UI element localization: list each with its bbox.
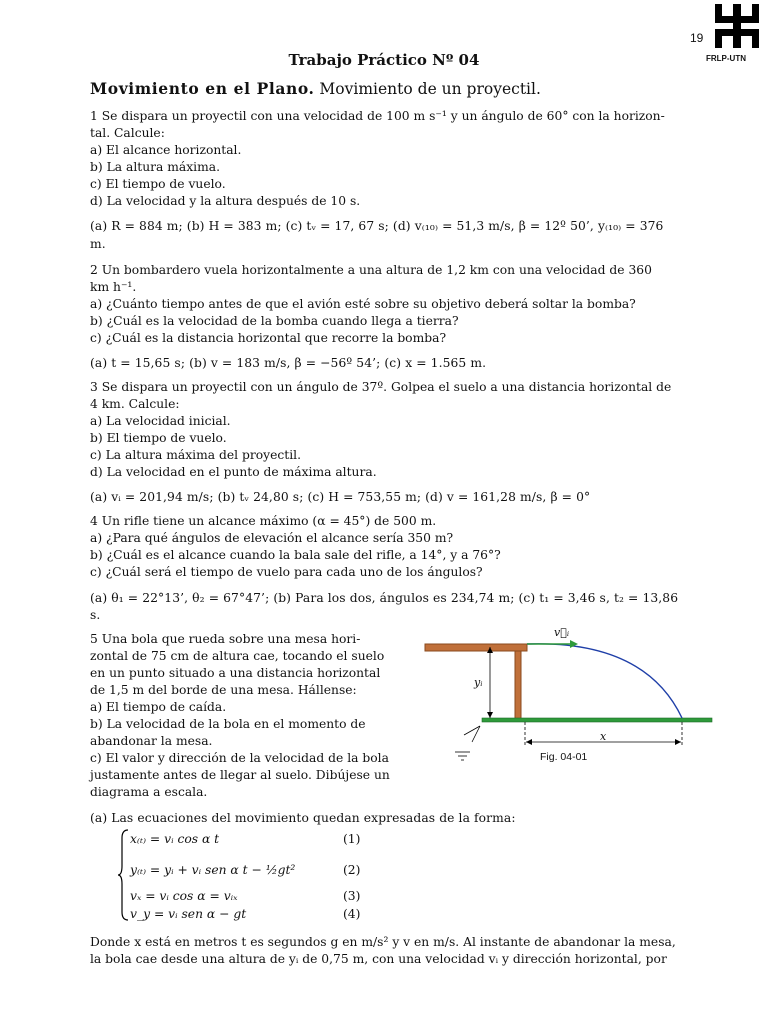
p2-item-c: c) ¿Cuál es la distancia horizontal que recorre la bomba?	[90, 331, 447, 345]
p5-line4: de 1,5 m del borde de una mesa. Hállense:	[90, 683, 357, 697]
p2-item-b: b) ¿Cuál es la velocidad de la bomba cuando llega a tierra?	[90, 314, 459, 328]
p4-item-a: a) ¿Para qué ángulos de elevación el alcance sería 350 m?	[90, 531, 454, 545]
p5-item-a: a) El tiempo de caída.	[90, 700, 227, 714]
p1-line2: tal. Calcule:	[90, 126, 165, 140]
utn-logo	[712, 2, 762, 55]
p4-answer-2: s.	[90, 608, 101, 622]
page-title: Trabajo Práctico Nº 04	[288, 51, 480, 69]
equation-2	[130, 862, 361, 879]
figure-caption: Fig. 04-01	[540, 751, 588, 763]
equation-2-lhs: y₍ₜ₎ = yᵢ + vᵢ sen α t − ½gt²	[130, 863, 296, 877]
p4-item-b: b) ¿Cuál es el alcance cuando la bala sale del rifle, a 14°, y a 76°?	[90, 548, 501, 562]
p1-item-d: d) La velocidad y la altura después de 10 s.	[90, 194, 361, 208]
figure-projectile	[420, 622, 720, 772]
subtitle-rest: Movimiento de un proyectil.	[314, 80, 541, 98]
label-vi: v⃗ᵢ	[554, 626, 570, 639]
p2-item-a: a) ¿Cuánto tiempo antes de que el avión esté sobre su objetivo deberá soltar la bomba?	[90, 297, 636, 311]
pivot-symbol	[455, 726, 480, 760]
p5-line3: en un punto situado a una distancia horizontal	[90, 666, 381, 680]
ground	[482, 718, 712, 722]
equation-1-lhs: x₍ₜ₎ = vᵢ cos α t	[130, 832, 220, 846]
label-x: x	[600, 730, 607, 743]
p1-line1: 1 Se dispara un proyectil con una velocidad de 100 m s⁻¹ y un ángulo de 60° con la horizon-	[90, 109, 665, 123]
equation-4-lhs: v_y = vᵢ sen α − gt	[130, 907, 247, 921]
equation-3-lhs: vₓ = vᵢ cos α = vᵢₓ	[130, 889, 238, 903]
closing-line2: la bola cae desde una altura de yᵢ de 0,75 m, con una velocidad vᵢ y dirección horizontal, por	[90, 952, 667, 966]
p3-line1: 3 Se dispara un proyectil con un ángulo de 37º. Golpea el suelo a una distancia horizontal de	[90, 380, 672, 394]
p5-answer-intro: (a) Las ecuaciones del movimiento quedan expresadas de la forma:	[90, 811, 516, 825]
p4-answer-1: (a) θ₁ = 22°13’, θ₂ = 67°47’; (b) Para los dos, ángulos es 234,74 m; (c) t₁ = 3,46 s, t₂ = 13,86	[90, 591, 679, 605]
page-subtitle	[90, 80, 541, 98]
equation-3-num: (3)	[343, 889, 361, 903]
p5-item-c-2: justamente antes de llegar al suelo. Dibújese un	[90, 768, 390, 782]
p3-answer: (a) vᵢ = 201,94 m/s; (b) tᵥ 24,80 s; (c) H = 753,55 m; (d) v = 161,28 m/s, β = 0°	[90, 490, 591, 504]
subtitle-bold: Movimiento en el Plano.	[90, 79, 315, 98]
p1-answer-2: m.	[90, 237, 106, 251]
equation-4-num: (4)	[343, 907, 361, 921]
table-top	[425, 644, 527, 651]
p3-item-c: c) La altura máxima del proyectil.	[90, 448, 301, 462]
p1-item-b: b) La altura máxima.	[90, 160, 220, 174]
p2-line1: 2 Un bombardero vuela horizontalmente a una altura de 1,2 km con una velocidad de 360	[90, 263, 652, 277]
closing-line1: Donde x está en metros t es segundos g en m/s² y v en m/s. Al instante de abandonar la mesa,	[90, 935, 676, 949]
p5-item-c-3: diagrama a escala.	[90, 785, 208, 799]
p3-item-d: d) La velocidad en el punto de máxima altura.	[90, 465, 377, 479]
equation-4	[130, 906, 361, 923]
p3-line2: 4 km. Calcule:	[90, 397, 180, 411]
trajectory-curve	[527, 644, 682, 718]
p1-answer-1: (a) R = 884 m; (b) H = 383 m; (c) tᵥ = 17, 67 s; (d) v₍₁₀₎ = 51,3 m/s, β = 12º 50’, y₍₁₀₎ = 376	[90, 219, 664, 233]
p5-line1: 5 Una bola que rueda sobre una mesa hori-	[90, 632, 361, 646]
page-number: 19	[690, 31, 704, 45]
p5-item-c-1: c) El valor y dirección de la velocidad de la bola	[90, 751, 389, 765]
p5-item-b-1: b) La velocidad de la bola en el momento de	[90, 717, 366, 731]
p5-line2: zontal de 75 cm de altura cae, tocando el suelo	[90, 649, 385, 663]
p5-item-b-2: abandonar la mesa.	[90, 734, 213, 748]
equation-1-num: (1)	[343, 832, 361, 846]
equation-3	[130, 888, 361, 905]
p1-item-c: c) El tiempo de vuelo.	[90, 177, 226, 191]
label-yi: yᵢ	[474, 676, 483, 689]
logo-caption: FRLP-UTN	[706, 54, 746, 63]
p2-answer: (a) t = 15,65 s; (b) v = 183 m/s, β = −56º 54’; (c) x = 1.565 m.	[90, 356, 487, 370]
p4-line1: 4 Un rifle tiene un alcance máximo (α = 45°) de 500 m.	[90, 514, 437, 528]
equation-2-num: (2)	[343, 863, 361, 877]
p1-item-a: a) El alcance horizontal.	[90, 143, 242, 157]
p3-item-b: b) El tiempo de vuelo.	[90, 431, 227, 445]
p2-line2: km h⁻¹.	[90, 280, 137, 294]
table-leg	[515, 651, 521, 719]
equation-1	[130, 831, 361, 848]
p4-item-c: c) ¿Cuál será el tiempo de vuelo para cada uno de los ángulos?	[90, 565, 483, 579]
p3-item-a: a) La velocidad inicial.	[90, 414, 231, 428]
